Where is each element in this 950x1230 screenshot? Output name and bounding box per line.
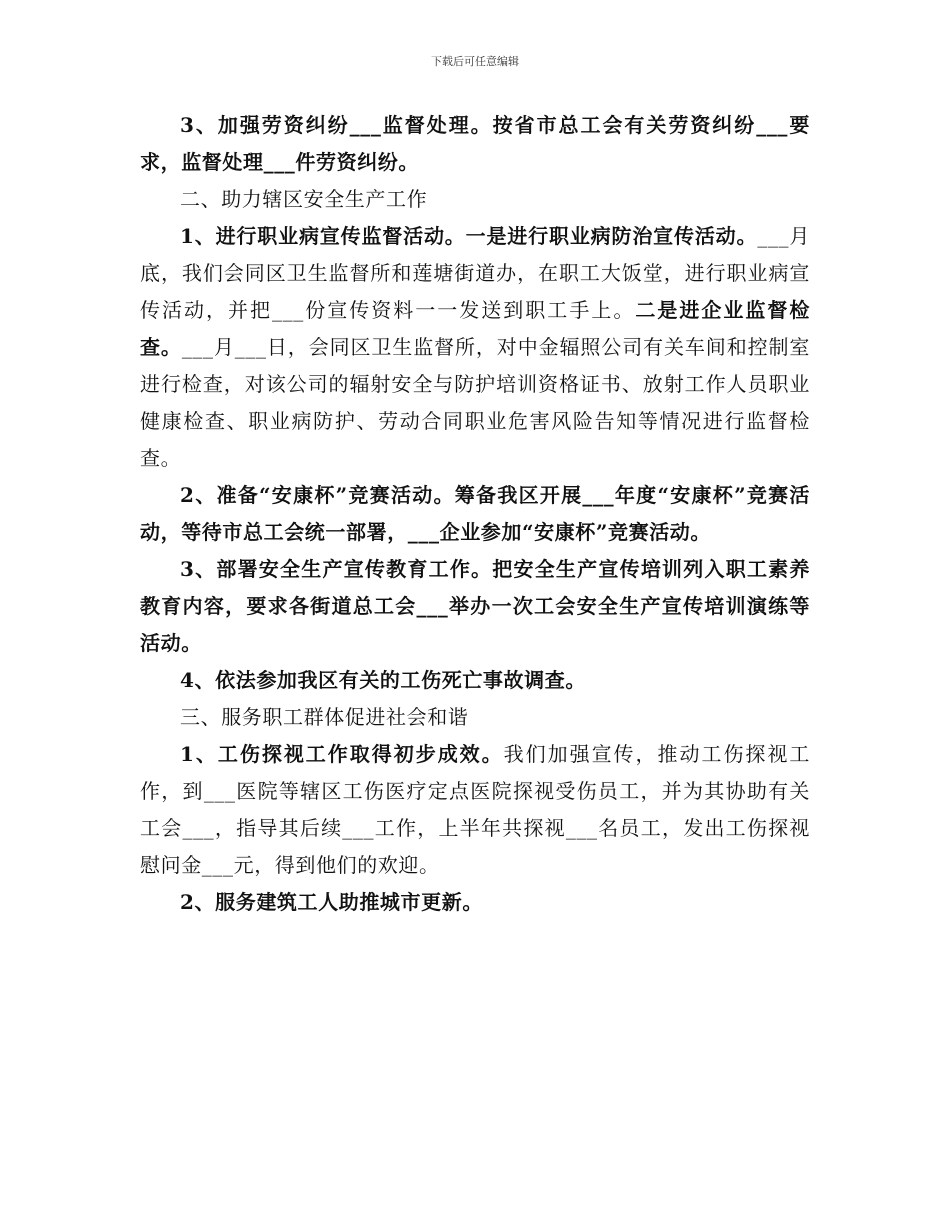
paragraph-labor-dispute: [140, 107, 810, 181]
section-heading-harmony: [140, 699, 810, 736]
paragraph-bold-text: 2、准备“安康杯”竞赛活动。筹备我区开展___年度“安康杯”竞赛活动，等待市总工会统一部署，___企业参加“安康杯”竞赛活动。: [140, 483, 810, 544]
document-body: [140, 107, 810, 921]
paragraph-bold-text: 3、加强劳资纠纷___监督处理。按省市总工会有关劳资纠纷___要求，监督处理___件劳资纠纷。: [140, 113, 810, 174]
page-header: 下载后可任意编辑: [431, 55, 519, 68]
paragraph-text: 三、服务职工群体促进社会和谐: [180, 705, 469, 729]
paragraph-text: ___月底，我们会同区卫生监督所和莲塘街道办，在职工大饭堂，进行职业病宣传活动，并把___份宣传资料一一发送到职工手上。: [140, 224, 810, 322]
paragraph-accident-investigation: [140, 662, 810, 699]
paragraph-occupational-disease: [140, 218, 810, 477]
paragraph-bold-text-2: 二是进企业监督检查。: [140, 298, 810, 359]
paragraph-bold-text: 4、依法参加我区有关的工伤死亡事故调查。: [180, 668, 586, 692]
paragraph-bold-text: 1、工伤探视工作取得初步成效。: [180, 742, 504, 766]
paragraph-safety-education: [140, 551, 810, 662]
paragraph-text-2: ___月___日，会同区卫生监督所，对中金辐照公司有关车间和控制室进行检查，对该公司的辐射安全与防护培训资格证书、放射工作人员职业健康检查、职业病防护、劳动合同职业危害风险告知等情况进行监督检查。: [140, 335, 810, 470]
paragraph-text: 我们加强宣传，推动工伤探视工作，到___医院等辖区工伤医疗定点医院探视受伤员工，并为其协助有关工会___，指导其后续___工作，上半年共探视___名员工，发出工伤探视慰问金___元，得到他们的欢迎。: [140, 742, 810, 877]
paragraph-bold-text: 1、进行职业病宣传监督活动。一是进行职业病防治宣传活动。: [180, 224, 758, 248]
paragraph-text: 二、助力辖区安全生产工作: [180, 187, 428, 211]
paragraph-bold-text: 2、服务建筑工人助推城市更新。: [180, 890, 483, 914]
paragraph-ankang-cup: [140, 477, 810, 551]
section-heading-safety: [140, 181, 810, 218]
paragraph-injury-visits: [140, 736, 810, 884]
paragraph-bold-text: 3、部署安全生产宣传教育工作。把安全生产宣传培训列入职工素养教育内容，要求各街道总工会___举办一次工会安全生产宣传培训演练等活动。: [140, 557, 810, 655]
paragraph-construction-workers: [140, 884, 810, 921]
